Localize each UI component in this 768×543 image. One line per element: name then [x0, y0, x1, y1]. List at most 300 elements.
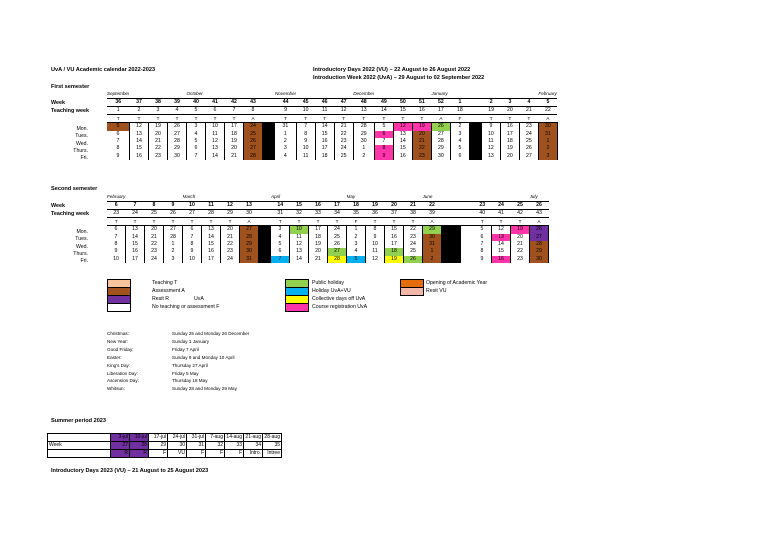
summer-cell: R — [130, 450, 149, 458]
summer-cell: 28 — [130, 442, 149, 450]
month-cell — [240, 194, 259, 201]
calendar-title: UvA / VU Academic calendar 2022-2023 — [51, 67, 156, 73]
day-cell: 22 — [511, 248, 530, 255]
day-cell — [259, 256, 272, 263]
month-cell — [461, 194, 474, 201]
week-cell — [262, 98, 275, 106]
week-cell: 1 — [458, 98, 462, 105]
week-type-cell: F — [450, 115, 469, 123]
day-cell — [262, 123, 275, 131]
month-cell — [374, 91, 393, 98]
month-cell — [393, 91, 412, 98]
month-cell — [450, 91, 469, 98]
day-cell: 8 — [107, 241, 126, 248]
legend-none: No teaching or assessment F — [152, 304, 220, 310]
week-type-cell: T — [473, 218, 492, 226]
day-cell: 6 — [107, 226, 126, 234]
week-cell: 48 — [360, 98, 367, 105]
day-cell: 13 — [202, 226, 221, 234]
week-type-cell: T — [224, 115, 243, 123]
day-cell — [442, 241, 461, 248]
day-cell: 13 — [126, 226, 145, 234]
day-cell: 19 — [412, 123, 431, 131]
day-label: Fri. — [80, 258, 88, 265]
week-row-label: Week — [51, 100, 65, 106]
week-type-cell: T — [271, 218, 290, 226]
week-cell: 6 — [114, 201, 118, 208]
teaching-week-cell: 20 — [500, 106, 519, 114]
day-cell: 24 — [221, 256, 240, 263]
day-cell: 6 — [374, 131, 393, 138]
week-cell: 11 — [208, 201, 214, 208]
day-cell: 19 — [309, 241, 328, 248]
week-type-cell — [461, 218, 474, 226]
day-cell: 22 — [221, 241, 240, 248]
holiday-dates — [172, 330, 249, 393]
teaching-week-cell: 10 — [296, 106, 315, 114]
day-cell — [461, 234, 474, 241]
week-type-cell: T — [126, 218, 145, 226]
day-cell: 17 — [309, 226, 328, 234]
holiday-date: Sunday 28 and Monday 29 May — [172, 386, 237, 392]
week-type-cell: T — [296, 115, 315, 123]
day-cell: 4 — [186, 131, 205, 138]
day-cell: 29 — [240, 241, 259, 248]
teaching-week-cell: 6 — [205, 106, 224, 114]
day-cell — [259, 234, 272, 241]
month-cell — [129, 91, 148, 98]
week-type-cell: T — [309, 218, 328, 226]
day-cell: 25 — [519, 138, 538, 145]
day-cell: 22 — [145, 241, 164, 248]
week-cell: 12 — [227, 201, 233, 208]
day-cell: 30 — [538, 123, 557, 131]
day-label: Wed. — [75, 140, 88, 147]
day-cell: 24 — [145, 256, 164, 263]
week-cell: 37 — [136, 98, 142, 105]
day-cell: 6 — [473, 234, 492, 241]
teaching-week-cell: 2 — [129, 106, 148, 114]
day-cell: 17 — [224, 123, 243, 131]
day-cell: 21 — [511, 241, 530, 248]
week-type-cell — [469, 115, 482, 123]
day-cell: 28 — [530, 241, 549, 248]
day-cell: 6 — [107, 131, 129, 138]
day-cell: 20 — [221, 226, 240, 234]
teaching-week-cell: 14 — [374, 106, 393, 114]
day-cell: 1 — [347, 226, 366, 234]
week-type-cell: T — [511, 218, 530, 226]
day-cell: 20 — [224, 145, 243, 152]
day-cell: 14 — [393, 138, 412, 145]
day-cell: 12 — [366, 256, 385, 263]
day-cell: 16 — [126, 248, 145, 255]
teaching-week-cell: 22 — [538, 106, 557, 114]
day-cell: 15 — [315, 131, 334, 138]
day-cell: 11 — [296, 153, 315, 160]
day-cell: 5 — [186, 138, 205, 145]
day-cell: 17 — [126, 256, 145, 263]
day-cell: 14 — [126, 234, 145, 241]
legend-none-swatch — [107, 303, 131, 312]
week-cell: 8 — [152, 201, 156, 208]
legend-resit: Resit R — [152, 296, 170, 302]
day-cell: 18 — [309, 234, 328, 241]
week-type-cell: T — [500, 115, 519, 123]
day-cell: 28 — [328, 256, 347, 263]
day-cell: 28 — [353, 123, 374, 131]
week-type-cell: T — [275, 115, 296, 123]
day-cell: 6 — [271, 248, 290, 255]
day-cell: 27 — [240, 226, 259, 234]
teaching-week-cell: 25 — [145, 209, 164, 217]
day-cell: 3 — [186, 123, 205, 131]
summer-cell: 33 — [225, 442, 244, 450]
summer-cell: 29 — [149, 442, 168, 450]
day-label: Wed. — [75, 243, 88, 250]
day-cell: 22 — [334, 131, 353, 138]
day-cell — [259, 241, 272, 248]
day-cell — [259, 226, 272, 234]
legend-resit-vu-swatch — [400, 287, 424, 296]
day-cell — [461, 226, 474, 234]
day-cell: 28 — [431, 138, 450, 145]
day-cell: 14 — [205, 153, 224, 160]
summer-cell: Intree — [263, 450, 282, 458]
day-cell — [469, 145, 482, 152]
week-type-cell: T — [221, 218, 240, 226]
day-cell: 22 — [412, 145, 431, 152]
week-type-cell: T — [393, 115, 412, 123]
month-cell — [511, 194, 530, 201]
week-cell: 51 — [419, 98, 425, 105]
day-cell: 19 — [511, 226, 530, 234]
week-cell: 42 — [231, 98, 237, 105]
day-cell: 9 — [473, 256, 492, 263]
day-cell: 9 — [183, 248, 202, 255]
day-cell: 23 — [519, 123, 538, 131]
month-cell — [519, 91, 538, 98]
day-cell: 12 — [492, 226, 511, 234]
teaching-week-cell: 32 — [290, 209, 309, 217]
week-cell: 20 — [391, 201, 397, 208]
day-cell — [442, 226, 461, 234]
day-cell: 16 — [129, 153, 148, 160]
teaching-week-cell: 13 — [353, 106, 374, 114]
day-cell: 9 — [366, 234, 385, 241]
day-cell: 28 — [164, 234, 183, 241]
summer-cell: VU — [168, 450, 187, 458]
teaching-week-cell: 41 — [492, 209, 511, 217]
day-cell: 10 — [482, 131, 501, 138]
week-type-cell: A — [240, 218, 259, 226]
day-cell: 21 — [221, 234, 240, 241]
day-cell: 29 — [431, 145, 450, 152]
holiday-name: King's Day: — [107, 362, 131, 368]
teaching-week-cell — [259, 209, 272, 217]
summer-cell: F — [225, 450, 244, 458]
week-type-cell: A — [538, 115, 557, 123]
day-cell: 6 — [186, 145, 205, 152]
teaching-week-cell — [461, 209, 474, 217]
day-cell: 3 — [164, 256, 183, 263]
day-cell: 25 — [334, 153, 353, 160]
week-type-cell: F — [347, 218, 366, 226]
day-cell: 2 — [347, 234, 366, 241]
legend-collective: Collective days off UvA — [312, 296, 366, 302]
day-cell: 19 — [224, 138, 243, 145]
holiday-name: Good Friday: — [107, 346, 134, 352]
day-cell: 16 — [385, 234, 404, 241]
month-cell — [473, 194, 492, 201]
month-cell — [126, 194, 145, 201]
week-cell: 52 — [438, 98, 444, 105]
day-cell: 21 — [412, 138, 431, 145]
week-cell: 40 — [193, 98, 199, 105]
month-cell — [442, 194, 461, 201]
summer-cell: F — [187, 450, 206, 458]
week-cell: 41 — [212, 98, 218, 105]
day-cell — [469, 123, 482, 131]
teaching-week-cell: 11 — [315, 106, 334, 114]
teaching-week-cell: 43 — [530, 209, 549, 217]
teaching-week-cell: 42 — [511, 209, 530, 217]
day-cell: 3 — [271, 226, 290, 234]
day-label: Fri. — [80, 155, 88, 162]
teaching-week-cell: 17 — [431, 106, 450, 114]
day-cell: 2 — [450, 123, 469, 131]
day-cell: 14 — [129, 138, 148, 145]
week-cell: 9 — [171, 201, 175, 208]
day-cell: 20 — [145, 226, 164, 234]
day-cell: 7 — [271, 256, 290, 263]
day-cell: 19 — [148, 123, 167, 131]
day-cell: 20 — [511, 234, 530, 241]
day-cell: 25 — [243, 131, 262, 138]
teaching-week-cell: 28 — [202, 209, 221, 217]
week-cell: 17 — [334, 201, 340, 208]
week-cell: 43 — [250, 98, 256, 105]
week-type-cell: T — [107, 218, 126, 226]
teaching-week-cell: 5 — [186, 106, 205, 114]
day-cell: 26 — [328, 241, 347, 248]
day-cell: 18 — [224, 131, 243, 138]
week-cell: 38 — [155, 98, 161, 105]
day-cell — [461, 256, 474, 263]
month-cell: February — [538, 91, 557, 96]
week-cell: 39 — [174, 98, 180, 105]
day-cell: 7 — [473, 241, 492, 248]
week-cell: 19 — [372, 201, 378, 208]
day-cell: 11 — [205, 131, 224, 138]
week-type-cell: T — [328, 218, 347, 226]
holiday-date: Friday 5 May — [172, 370, 199, 376]
week-cell: 7 — [133, 201, 137, 208]
day-cell: 16 — [492, 256, 511, 263]
holiday-date: Thursday 27 April — [172, 362, 208, 368]
day-cell: 9 — [107, 248, 126, 255]
week-type-cell: T — [164, 218, 183, 226]
day-cell: 8 — [374, 145, 393, 152]
day-cell — [442, 234, 461, 241]
day-cell: 8 — [473, 248, 492, 255]
day-cell: 9 — [107, 153, 129, 160]
day-cell: 13 — [290, 248, 309, 255]
day-cell: 5 — [450, 145, 469, 152]
teaching-week-cell — [262, 106, 275, 114]
month-cell: July — [530, 194, 549, 201]
week-cell — [442, 201, 461, 209]
day-cell — [461, 248, 474, 255]
summer-cell: 34 — [244, 442, 263, 450]
summer-row-label — [48, 434, 111, 442]
legend-opening: Opening of Academic Year — [426, 280, 488, 286]
day-cell: 7 — [296, 123, 315, 131]
day-cell: 8 — [366, 226, 385, 234]
day-cell: 12 — [290, 241, 309, 248]
day-cell: 24 — [404, 241, 423, 248]
teaching-week-cell: 31 — [271, 209, 290, 217]
month-cell: January — [431, 91, 450, 98]
summer-cell: 7-aug — [206, 434, 225, 442]
day-cell: 28 — [167, 138, 186, 145]
day-cell: 15 — [129, 145, 148, 152]
day-cell: 31 — [538, 131, 557, 138]
day-cell: 14 — [315, 123, 334, 131]
week-cell: 47 — [340, 98, 347, 105]
day-cell: 10 — [107, 256, 126, 263]
teaching-week-cell: 15 — [393, 106, 412, 114]
day-cell: 29 — [530, 248, 549, 255]
month-cell — [290, 194, 309, 201]
summer-cell: 21-aug — [245, 434, 261, 440]
day-cell: 30 — [530, 256, 549, 263]
month-cell: September — [107, 91, 130, 96]
day-cell: 6 — [183, 226, 202, 234]
day-cell: 23 — [412, 153, 431, 160]
day-cell: 3 — [275, 145, 296, 152]
month-cell — [224, 91, 243, 98]
week-cell: 26 — [536, 201, 542, 208]
teaching-week-row-label: Teaching week — [51, 108, 89, 114]
day-cell: 30 — [240, 248, 259, 255]
holiday-date: Sunday 1 January — [172, 338, 210, 344]
holiday-date: Friday 7 April — [172, 346, 199, 352]
teaching-week-cell: 30 — [240, 209, 259, 217]
month-cell — [328, 194, 347, 201]
day-cell: 22 — [148, 145, 167, 152]
month-cell: February — [107, 194, 126, 199]
day-cell: 2 — [423, 256, 442, 263]
teaching-week-cell — [442, 209, 461, 217]
month-cell — [296, 91, 315, 98]
week-cell: 24 — [498, 201, 504, 208]
day-cell — [262, 153, 275, 160]
day-cell — [469, 138, 482, 145]
week-type-cell: T — [519, 115, 538, 123]
month-cell: October — [186, 91, 205, 98]
month-cell — [221, 194, 240, 201]
day-cell: 24 — [328, 226, 347, 234]
week-cell — [259, 201, 272, 209]
day-cell: 28 — [243, 153, 262, 160]
summer-cell: 10-jul — [130, 434, 149, 442]
week-type-cell: T — [148, 115, 167, 123]
teaching-week-cell: 19 — [482, 106, 501, 114]
day-cell: 8 — [107, 145, 129, 152]
summer-cell: Intro. — [244, 450, 263, 458]
day-cell: 14 — [492, 241, 511, 248]
legend-public-holiday: Public holiday — [312, 280, 345, 286]
day-cell: 4 — [275, 153, 296, 160]
day-cell: 22 — [404, 226, 423, 234]
summer-cell: 3-jul — [111, 434, 130, 442]
day-cell: 5 — [347, 256, 366, 263]
day-cell: 2 — [275, 138, 296, 145]
day-cell: 5 — [271, 241, 290, 248]
day-cell: 29 — [353, 131, 374, 138]
day-cell: 9 — [296, 138, 315, 145]
holiday-name: New Year: — [107, 338, 128, 344]
month-cell — [492, 194, 511, 201]
day-cell: 25 — [404, 248, 423, 255]
day-cell — [469, 131, 482, 138]
day-cell: 28 — [240, 234, 259, 241]
day-cell: 10 — [183, 256, 202, 263]
summer-cell: F — [206, 450, 225, 458]
day-cell: 10 — [205, 123, 224, 131]
day-cell: 20 — [148, 131, 167, 138]
week-cell: 25 — [517, 201, 523, 208]
day-cell: 24 — [243, 123, 262, 131]
month-cell — [366, 194, 385, 201]
day-cell: 27 — [243, 145, 262, 152]
summer-cell: 27 — [111, 442, 130, 450]
month-cell — [164, 194, 183, 201]
day-cell: 30 — [431, 153, 450, 160]
week-type-cell: A — [423, 218, 442, 226]
day-cell: 23 — [145, 248, 164, 255]
day-cell: 13 — [492, 234, 511, 241]
day-cell: 11 — [290, 234, 309, 241]
week-cell — [469, 98, 482, 106]
holiday-names — [107, 330, 139, 393]
day-cell: 3 — [450, 131, 469, 138]
day-cell: 23 — [148, 153, 167, 160]
day-cell: 19 — [500, 145, 519, 152]
day-cell: 21 — [145, 234, 164, 241]
teaching-week-cell: 24 — [126, 209, 145, 217]
day-cell: 11 — [482, 138, 501, 145]
day-cell: 26 — [243, 138, 262, 145]
second-semester-day-labels — [48, 229, 88, 265]
legend-holiday: Holiday UvA+VU — [312, 288, 351, 294]
week-type-cell: T — [334, 115, 353, 123]
day-cell: 17 — [500, 131, 519, 138]
summer-cell: 14-aug — [226, 434, 242, 440]
day-cell: 20 — [309, 248, 328, 255]
day-cell: 16 — [500, 123, 519, 131]
legend-resit-uva: UvA — [194, 296, 204, 302]
day-cell: 26 — [431, 123, 450, 131]
day-label: Thurs. — [73, 147, 88, 154]
week-cell: 36 — [115, 98, 122, 105]
day-cell: 7 — [107, 138, 129, 145]
day-cell: 30 — [167, 153, 186, 160]
teaching-week-cell: 3 — [148, 106, 167, 114]
day-cell: 5 — [374, 123, 393, 131]
week-cell: 50 — [400, 98, 406, 105]
